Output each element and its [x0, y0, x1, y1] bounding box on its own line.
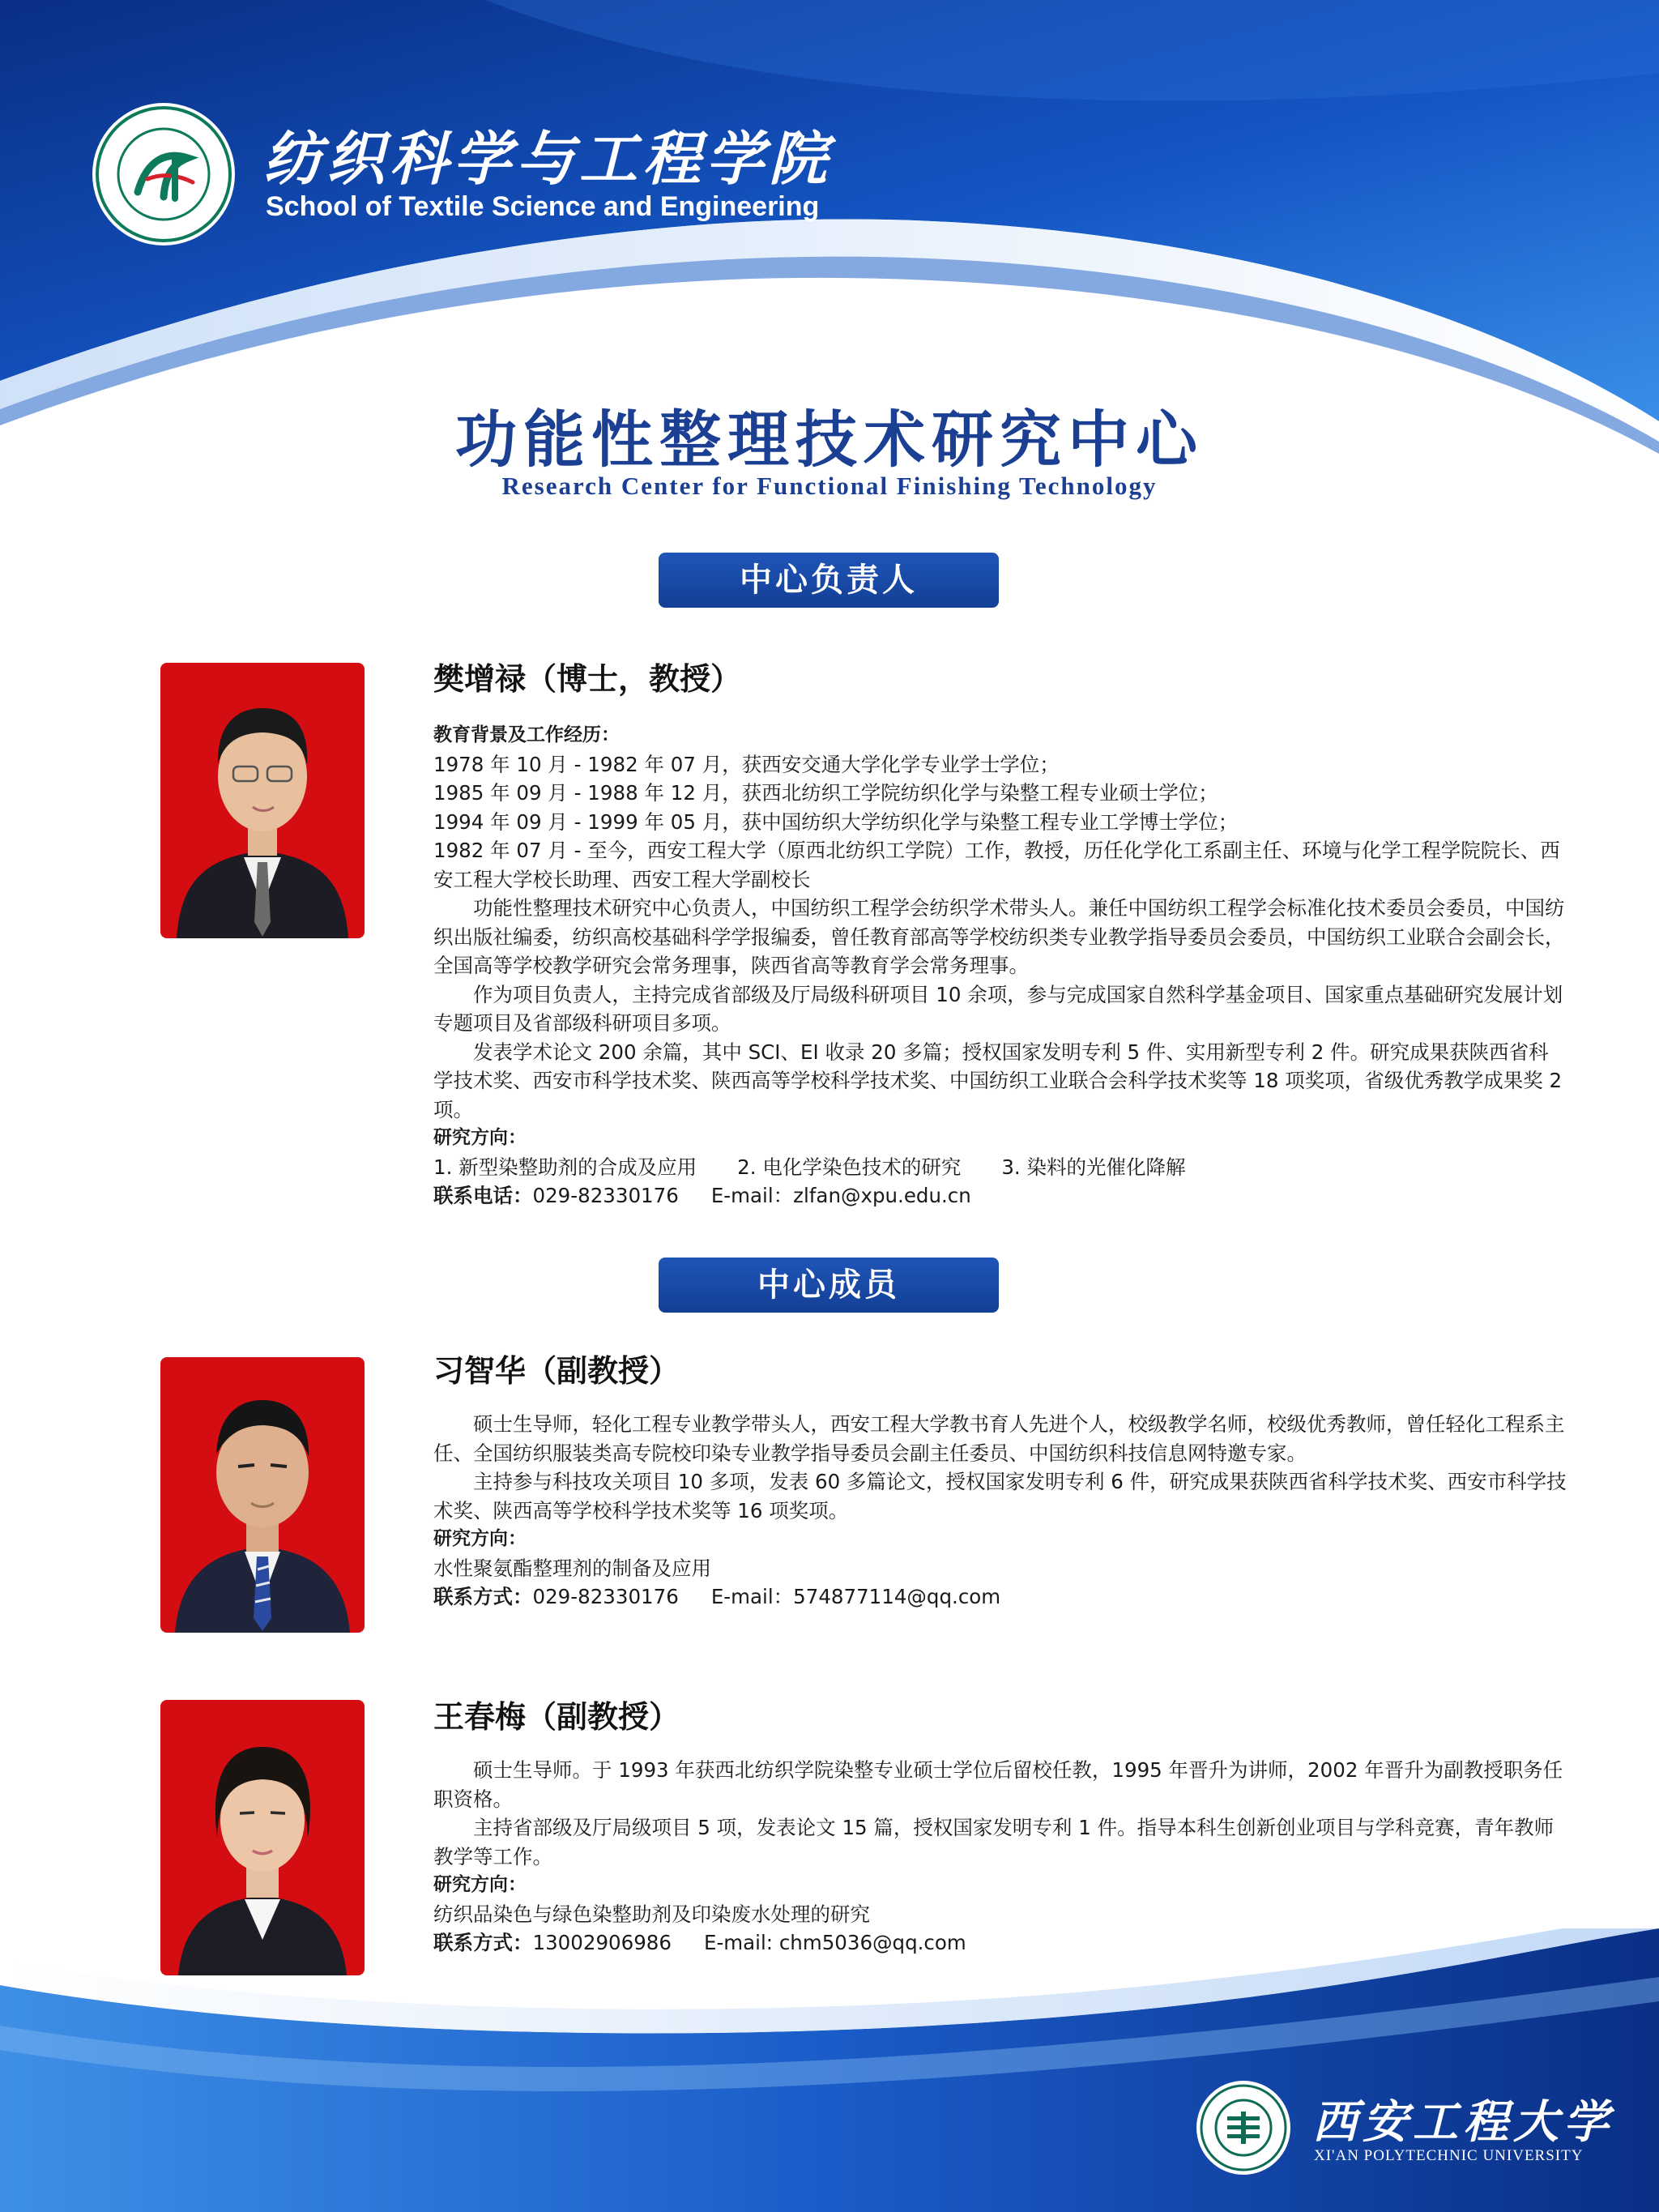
- bio-paragraph: 作为项目负责人，主持完成省部级及厅局级科研项目 10 余项，参与完成国家自然科学基金项目、国家重点基础研究发展计划专题项目及省部级科研项目多项。: [433, 982, 1563, 1035]
- research-item: 纺织品染色与绿色染整助剂及印染废水处理的研究: [433, 1902, 870, 1926]
- person-name: 习智华（副教授）: [433, 1353, 680, 1389]
- research-directions: [433, 1153, 1567, 1182]
- phone-number: 13002906986: [532, 1931, 672, 1954]
- research-heading: 研究方向：: [433, 1127, 527, 1148]
- university-logo: [1195, 2079, 1292, 2176]
- school-logo: [91, 101, 237, 247]
- phone-number: 029-82330176: [532, 1184, 679, 1207]
- school-name-en: School of Textile Science and Engineering: [266, 191, 820, 222]
- bio-paragraph: 主持参与科技攻关项目 10 多项，发表 60 多篇论文，授权国家发明专利 6 件，研究成果获陕西省科学技术奖、西安市科学技术奖、陕西高等学校科学技术奖等 16 项奖项。: [433, 1470, 1567, 1522]
- university-name-cn: 西安工程大学: [1312, 2095, 1614, 2149]
- contact-line: [433, 1582, 1567, 1612]
- email-address[interactable]: chm5036@qq.com: [778, 1931, 966, 1954]
- bio-paragraph: 主持省部级及厅局级项目 5 项，发表论文 15 篇，授权国家发明专利 1 件。指导本科生创新创业项目与学科竞赛，青年教师教学等工作。: [433, 1816, 1555, 1868]
- email-address[interactable]: 574877114@qq.com: [793, 1585, 1001, 1608]
- person-name: 王春梅（副教授）: [433, 1699, 680, 1735]
- email-address[interactable]: zlfan@xpu.edu.cn: [793, 1184, 971, 1207]
- bio-paragraph: 硕士生导师。于 1993 年获西北纺织学院染整专业硕士学位后留校任教，1995 年晋升为讲师，2002 年晋升为副教授职务任职资格。: [433, 1758, 1563, 1811]
- member-profile: [433, 1352, 1567, 1612]
- leader-profile: [433, 660, 1567, 1211]
- school-name-cn: 纺织科学与工程学院: [263, 124, 833, 193]
- email-label: E-mail：: [710, 1585, 794, 1608]
- research-item: 1. 新型染整助剂的合成及应用: [433, 1155, 697, 1179]
- education-heading: 教育背景及工作经历：: [433, 724, 620, 745]
- research-heading: 研究方向：: [433, 1874, 527, 1895]
- contact-label: 联系方式：: [433, 1585, 533, 1608]
- research-item: 3. 染料的光催化降解: [1001, 1155, 1186, 1179]
- university-name-en: XI'AN POLYTECHNIC UNIVERSITY: [1314, 2147, 1584, 2164]
- section-banner-members: 中心成员: [659, 1258, 999, 1313]
- education-line: 1994 年 09 月 - 1999 年 05 月，获中国纺织大学纺织化学与染整工程专业工学博士学位；: [433, 809, 1239, 834]
- bio-paragraph: 功能性整理技术研究中心负责人，中国纺织工程学会纺织学术带头人。兼任中国纺织工程学会标准化技术委员会委员，中国纺织出版社编委，纺织高校基础科学学报编委，曾任教育部高等学校纺织类专业教学指导委员会委员，中国纺织工业联合会副会长，全国高等学校教学研究会常务理事，陕西省高等教育学会常务理事。: [433, 896, 1565, 977]
- header-wave-background: [0, 0, 1659, 454]
- page-title: 功能性整理技术研究中心: [455, 404, 1204, 476]
- section-banner-leader: 中心负责人: [659, 553, 999, 608]
- contact-label: 联系方式：: [433, 1931, 533, 1954]
- bio-paragraph: 硕士生导师，轻化工程专业教学带头人，西安工程大学教书育人先进个人，校级教学名师，校级优秀教师，曾任轻化工程系主任、全国纺织服装类高专院校印染专业教学指导委员会副主任委员、中国纺织科技信息网特邀专家。: [433, 1412, 1565, 1465]
- page-subtitle: Research Center for Functional Finishing Technology: [501, 472, 1158, 500]
- phone-number: 029-82330176: [532, 1585, 679, 1608]
- contact-line: [433, 1181, 1567, 1211]
- email-label: E-mail:: [703, 1931, 779, 1954]
- education-line: 1978 年 10 月 - 1982 年 07 月，获西安交通大学化学专业学士学位；: [433, 752, 1060, 776]
- research-item: 水性聚氨酯整理剂的制备及应用: [433, 1556, 711, 1580]
- person-name: 樊增禄（博士，教授）: [433, 661, 742, 697]
- research-heading: 研究方向：: [433, 1528, 527, 1549]
- email-label: E-mail：: [710, 1184, 794, 1207]
- member-profile: [433, 1697, 1567, 1958]
- contact-label: 联系电话：: [433, 1184, 533, 1207]
- education-line: 1982 年 07 月 - 至今，西安工程大学（原西北纺织工学院）工作，教授，历任化学化工系副主任、环境与化学工程学院院长、西安工程大学校长助理、西安工程大学副校长: [433, 839, 1560, 891]
- research-item: 2. 电化学染色技术的研究: [737, 1155, 962, 1179]
- footer-wave-background: [0, 1928, 1659, 2212]
- bio-paragraph: 发表学术论文 200 余篇，其中 SCI、EI 收录 20 多篇；授权国家发明专利 5 件、实用新型专利 2 件。研究成果获陕西省科学技术奖、西安市科学技术奖、陕西高等学校科学技术奖、中国纺织工业联合会科学技术奖等 18 项奖项，省级优秀教学成果奖 2 项。: [433, 1040, 1563, 1121]
- member-photo: [160, 1357, 365, 1633]
- leader-photo: [160, 663, 365, 938]
- education-line: 1985 年 09 月 - 1988 年 12 月，获西北纺织工学院纺织化学与染整工程专业硕士学位；: [433, 781, 1218, 805]
